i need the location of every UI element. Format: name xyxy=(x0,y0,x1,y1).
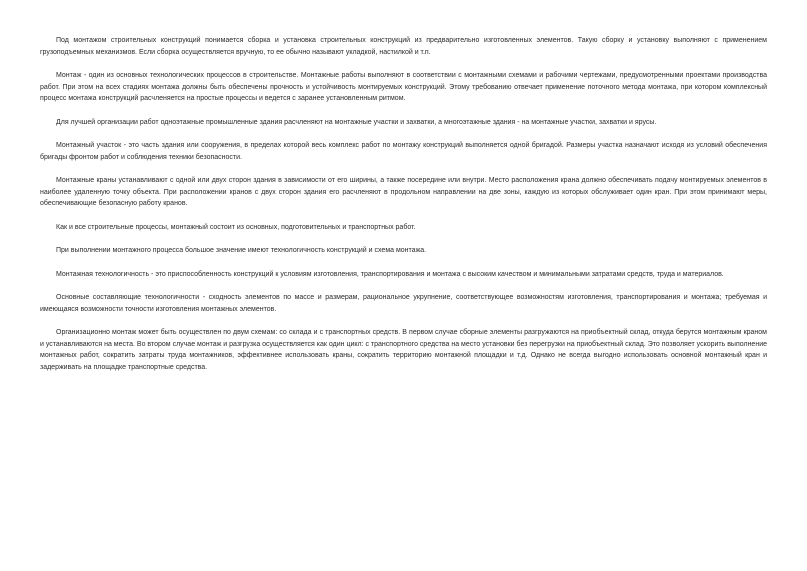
paragraph-6: Как и все строительные процессы, монтажный состоит из основных, подготовительных и транспортных работ. xyxy=(56,223,416,231)
paragraph-4: Монтажный участок - это часть здания или сооружения, в пределах которой весь комплекс работ по монтажу конструкций выполняется одной бригадой. Размеры участка назначают исходя из условий обеспечения бригады фронтом работ и соблюдения техники безопасности. xyxy=(40,142,767,161)
paragraph-3: Для лучшей организации работ одноэтажные промышленные здания расчленяют на монтажные участки и захватки, а многоэтажные здания - на монтажные участки, захватки и ярусы. xyxy=(56,118,657,126)
paragraph-7: При выполнении монтажного процесса большое значение имеют технологичность конструкций и схема монтажа. xyxy=(56,247,427,254)
paragraph-9: Основные составляющие технологичности - сходность элементов по массе и размерам, рациональное укрупнение, соответствующее возможностям изготовления, транспортирования и монтажа; требуемая и имеющаяся возможности точности изготовления монтажных элементов. xyxy=(40,294,767,313)
paragraph-2: Монтаж - один из основных технологических процессов в строительстве. Монтажные работы выполняют в соответствии с монтажными схемами и рабочими чертежами, предусмотренными проектами производства работ. При этом на всех стадиях монтажа должны быть обеспечены прочность и устойчивость монтируемых конструкций. Этому требованию отвечает применение поточного метода монтажа, при котором комплексный процесс монтажа конструкций расчленяется на простые процессы и ведется с заранее установленным ритмом. xyxy=(40,72,767,102)
document-body xyxy=(40,35,767,385)
paragraph-5: Монтажные краны устанавливают с одной или двух сторон здания в зависимости от его ширины, а также посередине или внутри. Место расположения крана должно обеспечивать подачу монтируемых элементов в наиболее удаленную точку объекта. При расположении кранов с двух сторон здания его расчленяют в продольном направлении на две зоны, каждую из которых обслуживает один кран. При этом принимают меры, обеспечивающие безопасную работу кранов. xyxy=(40,177,767,207)
paragraph-10: Организационно монтаж может быть осуществлен по двум схемам: со склада и с транспортных средств. В первом случае сборные элементы разгружаются на приобъектный склад, откуда берутся монтажным краном и устанавливаются на места. Во втором случае монтаж и разгрузка осуществляется как один цикл: с транспортного средства на место установки без перегрузки на приобъектный склад. Это позволяет ускорить выполнение монтажных работ, сократить затраты труда монтажников, эффективнее использовать краны, сократить территорию монтажной площадки и т.д. Однако не всегда выгодно использовать основной монтажный кран и задерживать на площадке транспортные средства. xyxy=(40,329,767,371)
paragraph-1: Под монтажом строительных конструкций понимается сборка и установка строительных конструкций из предварительно изготовленных элементов. Такую сборку и установку выполняют с применением грузоподъемных механизмов. Если сборка осуществляется вручную, то ее обычно называют укладкой, настилкой и т.п. xyxy=(40,37,767,56)
paragraph-8: Монтажная технологичность - это приспособленность конструкций к условиям изготовления, транспортирования и монтажа с высоким качеством и минимальными затратами средств, труда и материалов. xyxy=(56,270,724,278)
